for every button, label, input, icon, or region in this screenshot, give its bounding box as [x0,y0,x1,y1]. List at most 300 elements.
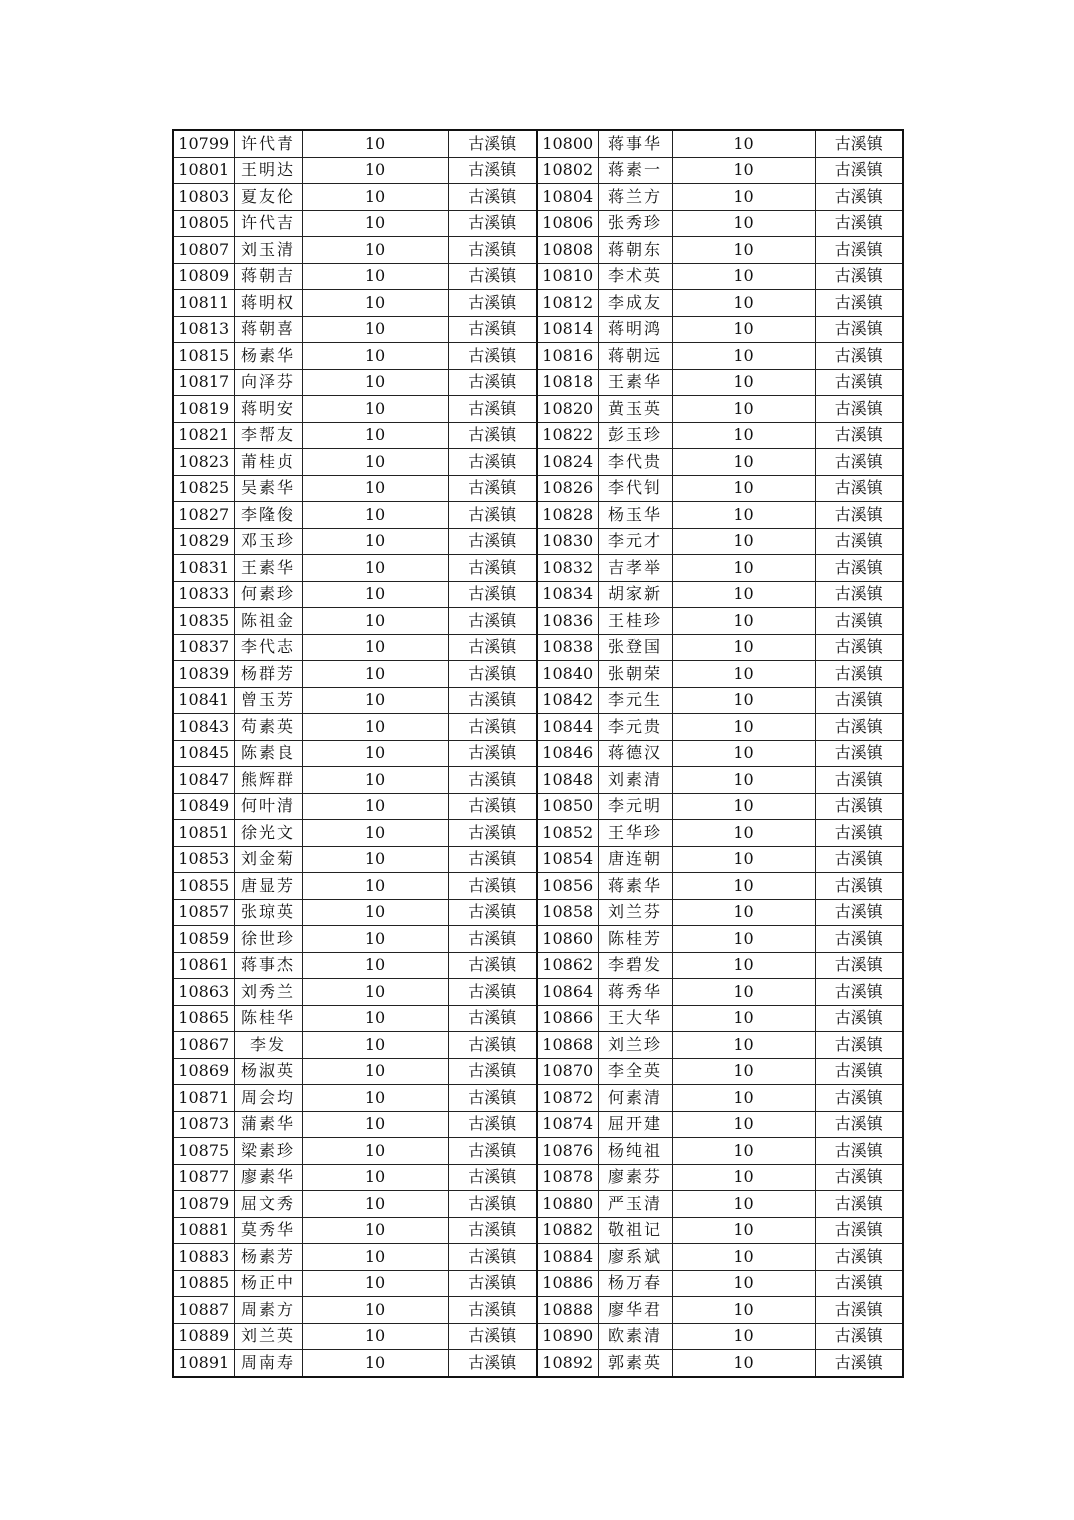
left-id-cell: 10823 [173,449,234,476]
table-row [173,1297,903,1324]
right-amount-cell: 10 [672,237,815,264]
right-name-cell: 蒋事华 [598,130,672,157]
right-id-cell: 10840 [537,661,598,688]
right-id-cell: 10884 [537,1244,598,1271]
right-amount-cell: 10 [672,343,815,370]
right-amount-cell: 10 [672,1191,815,1218]
right-id-cell: 10806 [537,210,598,237]
left-name-cell: 熊辉群 [234,767,302,794]
right-amount-cell: 10 [672,396,815,423]
right-town-cell: 古溪镇 [815,661,903,688]
table-row [173,846,903,873]
left-id-cell: 10807 [173,237,234,264]
left-amount-cell: 10 [302,1164,448,1191]
table-row [173,634,903,661]
right-id-cell: 10890 [537,1323,598,1350]
table-row [173,687,903,714]
left-name-cell: 梁素珍 [234,1138,302,1165]
left-town-cell: 古溪镇 [448,634,537,661]
right-name-cell: 王桂珍 [598,608,672,635]
left-amount-cell: 10 [302,661,448,688]
left-name-cell: 蒲素华 [234,1111,302,1138]
left-town-cell: 古溪镇 [448,1005,537,1032]
left-amount-cell: 10 [302,502,448,529]
left-name-cell: 陈桂华 [234,1005,302,1032]
right-id-cell: 10828 [537,502,598,529]
right-town-cell: 古溪镇 [815,555,903,582]
table-row [173,157,903,184]
left-id-cell: 10875 [173,1138,234,1165]
right-name-cell: 廖系斌 [598,1244,672,1271]
left-town-cell: 古溪镇 [448,1191,537,1218]
right-amount-cell: 10 [672,873,815,900]
left-town-cell: 古溪镇 [448,449,537,476]
right-id-cell: 10846 [537,740,598,767]
right-town-cell: 古溪镇 [815,714,903,741]
right-id-cell: 10848 [537,767,598,794]
roster-table [172,129,904,1378]
left-amount-cell: 10 [302,608,448,635]
right-name-cell: 蒋素一 [598,157,672,184]
right-town-cell: 古溪镇 [815,1005,903,1032]
table-row [173,263,903,290]
table-row [173,661,903,688]
left-town-cell: 古溪镇 [448,1350,537,1377]
table-row [173,581,903,608]
right-amount-cell: 10 [672,820,815,847]
table-row [173,1270,903,1297]
left-id-cell: 10841 [173,687,234,714]
left-town-cell: 古溪镇 [448,952,537,979]
right-id-cell: 10830 [537,528,598,555]
right-amount-cell: 10 [672,1032,815,1059]
right-id-cell: 10892 [537,1350,598,1377]
left-id-cell: 10831 [173,555,234,582]
left-name-cell: 李代志 [234,634,302,661]
left-id-cell: 10851 [173,820,234,847]
right-id-cell: 10824 [537,449,598,476]
right-town-cell: 古溪镇 [815,952,903,979]
right-id-cell: 10864 [537,979,598,1006]
table-row [173,555,903,582]
table-row [173,449,903,476]
left-name-cell: 陈祖金 [234,608,302,635]
right-amount-cell: 10 [672,210,815,237]
right-town-cell: 古溪镇 [815,1244,903,1271]
right-town-cell: 古溪镇 [815,528,903,555]
right-id-cell: 10860 [537,926,598,953]
right-name-cell: 王大华 [598,1005,672,1032]
right-id-cell: 10874 [537,1111,598,1138]
left-id-cell: 10863 [173,979,234,1006]
left-id-cell: 10819 [173,396,234,423]
left-name-cell: 蒋朝吉 [234,263,302,290]
right-id-cell: 10856 [537,873,598,900]
left-id-cell: 10873 [173,1111,234,1138]
left-town-cell: 古溪镇 [448,581,537,608]
left-amount-cell: 10 [302,475,448,502]
table-row [173,210,903,237]
right-amount-cell: 10 [672,1350,815,1377]
right-amount-cell: 10 [672,502,815,529]
left-id-cell: 10835 [173,608,234,635]
left-amount-cell: 10 [302,422,448,449]
left-name-cell: 莫秀华 [234,1217,302,1244]
right-town-cell: 古溪镇 [815,1297,903,1324]
left-amount-cell: 10 [302,687,448,714]
table-row [173,184,903,211]
right-town-cell: 古溪镇 [815,316,903,343]
table-row [173,1217,903,1244]
right-name-cell: 蒋素华 [598,873,672,900]
table-row [173,316,903,343]
right-amount-cell: 10 [672,1005,815,1032]
left-id-cell: 10879 [173,1191,234,1218]
right-id-cell: 10834 [537,581,598,608]
right-town-cell: 古溪镇 [815,210,903,237]
left-name-cell: 莆桂贞 [234,449,302,476]
left-id-cell: 10871 [173,1085,234,1112]
right-id-cell: 10804 [537,184,598,211]
right-town-cell: 古溪镇 [815,1350,903,1377]
right-name-cell: 李代钊 [598,475,672,502]
right-amount-cell: 10 [672,555,815,582]
left-town-cell: 古溪镇 [448,1032,537,1059]
left-town-cell: 古溪镇 [448,1244,537,1271]
left-town-cell: 古溪镇 [448,793,537,820]
right-name-cell: 郭素英 [598,1350,672,1377]
right-town-cell: 古溪镇 [815,767,903,794]
left-id-cell: 10855 [173,873,234,900]
table-row [173,793,903,820]
right-id-cell: 10880 [537,1191,598,1218]
right-name-cell: 李代贵 [598,449,672,476]
right-id-cell: 10868 [537,1032,598,1059]
right-id-cell: 10814 [537,316,598,343]
right-town-cell: 古溪镇 [815,1138,903,1165]
table-row [173,1085,903,1112]
right-name-cell: 李成友 [598,290,672,317]
right-amount-cell: 10 [672,1217,815,1244]
right-town-cell: 古溪镇 [815,1323,903,1350]
left-id-cell: 10839 [173,661,234,688]
left-name-cell: 刘秀兰 [234,979,302,1006]
left-amount-cell: 10 [302,1350,448,1377]
left-amount-cell: 10 [302,899,448,926]
right-id-cell: 10812 [537,290,598,317]
right-town-cell: 古溪镇 [815,343,903,370]
right-town-cell: 古溪镇 [815,184,903,211]
right-name-cell: 陈桂芳 [598,926,672,953]
left-id-cell: 10857 [173,899,234,926]
right-id-cell: 10850 [537,793,598,820]
left-amount-cell: 10 [302,263,448,290]
right-town-cell: 古溪镇 [815,1111,903,1138]
right-name-cell: 刘兰芬 [598,899,672,926]
left-name-cell: 周南寿 [234,1350,302,1377]
right-name-cell: 杨玉华 [598,502,672,529]
right-amount-cell: 10 [672,581,815,608]
right-town-cell: 古溪镇 [815,1085,903,1112]
right-name-cell: 敬祖记 [598,1217,672,1244]
right-id-cell: 10886 [537,1270,598,1297]
left-amount-cell: 10 [302,714,448,741]
right-name-cell: 蒋朝东 [598,237,672,264]
left-name-cell: 李帮友 [234,422,302,449]
right-name-cell: 蒋朝远 [598,343,672,370]
left-amount-cell: 10 [302,1058,448,1085]
left-town-cell: 古溪镇 [448,502,537,529]
right-town-cell: 古溪镇 [815,846,903,873]
right-amount-cell: 10 [672,528,815,555]
left-name-cell: 王明达 [234,157,302,184]
left-id-cell: 10891 [173,1350,234,1377]
right-name-cell: 欧素清 [598,1323,672,1350]
right-amount-cell: 10 [672,1323,815,1350]
right-name-cell: 黄玉英 [598,396,672,423]
right-id-cell: 10888 [537,1297,598,1324]
left-name-cell: 苟素英 [234,714,302,741]
right-town-cell: 古溪镇 [815,608,903,635]
left-town-cell: 古溪镇 [448,184,537,211]
left-town-cell: 古溪镇 [448,210,537,237]
left-id-cell: 10811 [173,290,234,317]
table-row [173,1164,903,1191]
left-id-cell: 10813 [173,316,234,343]
right-town-cell: 古溪镇 [815,422,903,449]
left-town-cell: 古溪镇 [448,820,537,847]
right-name-cell: 李术英 [598,263,672,290]
left-amount-cell: 10 [302,1111,448,1138]
right-amount-cell: 10 [672,687,815,714]
right-name-cell: 何素清 [598,1085,672,1112]
left-amount-cell: 10 [302,1323,448,1350]
right-id-cell: 10852 [537,820,598,847]
left-amount-cell: 10 [302,1244,448,1271]
left-name-cell: 周会均 [234,1085,302,1112]
left-amount-cell: 10 [302,369,448,396]
right-amount-cell: 10 [672,316,815,343]
left-amount-cell: 10 [302,740,448,767]
table-row [173,528,903,555]
left-id-cell: 10843 [173,714,234,741]
right-id-cell: 10870 [537,1058,598,1085]
left-name-cell: 陈素良 [234,740,302,767]
right-amount-cell: 10 [672,1111,815,1138]
right-amount-cell: 10 [672,369,815,396]
left-id-cell: 10803 [173,184,234,211]
right-amount-cell: 10 [672,979,815,1006]
right-town-cell: 古溪镇 [815,1191,903,1218]
left-amount-cell: 10 [302,820,448,847]
left-name-cell: 杨正中 [234,1270,302,1297]
table-row [173,979,903,1006]
right-amount-cell: 10 [672,714,815,741]
right-amount-cell: 10 [672,1164,815,1191]
right-id-cell: 10800 [537,130,598,157]
right-id-cell: 10844 [537,714,598,741]
table-row [173,130,903,157]
left-town-cell: 古溪镇 [448,873,537,900]
right-amount-cell: 10 [672,1058,815,1085]
left-amount-cell: 10 [302,634,448,661]
right-name-cell: 李元明 [598,793,672,820]
left-amount-cell: 10 [302,1138,448,1165]
right-id-cell: 10820 [537,396,598,423]
left-id-cell: 10877 [173,1164,234,1191]
right-name-cell: 王素华 [598,369,672,396]
left-name-cell: 屈文秀 [234,1191,302,1218]
left-amount-cell: 10 [302,343,448,370]
right-amount-cell: 10 [672,926,815,953]
right-id-cell: 10808 [537,237,598,264]
right-name-cell: 王华珍 [598,820,672,847]
right-amount-cell: 10 [672,608,815,635]
left-town-cell: 古溪镇 [448,422,537,449]
left-amount-cell: 10 [302,316,448,343]
left-id-cell: 10883 [173,1244,234,1271]
left-name-cell: 刘兰英 [234,1323,302,1350]
left-town-cell: 古溪镇 [448,1164,537,1191]
left-town-cell: 古溪镇 [448,475,537,502]
left-id-cell: 10801 [173,157,234,184]
left-amount-cell: 10 [302,130,448,157]
right-amount-cell: 10 [672,130,815,157]
left-amount-cell: 10 [302,396,448,423]
right-id-cell: 10838 [537,634,598,661]
right-name-cell: 刘兰珍 [598,1032,672,1059]
right-name-cell: 蒋兰方 [598,184,672,211]
left-town-cell: 古溪镇 [448,555,537,582]
table-row [173,422,903,449]
left-town-cell: 古溪镇 [448,290,537,317]
right-amount-cell: 10 [672,184,815,211]
left-name-cell: 杨素华 [234,343,302,370]
right-id-cell: 10816 [537,343,598,370]
right-amount-cell: 10 [672,846,815,873]
right-town-cell: 古溪镇 [815,634,903,661]
table-row [173,926,903,953]
right-town-cell: 古溪镇 [815,396,903,423]
left-name-cell: 蒋明权 [234,290,302,317]
left-town-cell: 古溪镇 [448,767,537,794]
left-name-cell: 李发 [234,1032,302,1059]
table-row [173,1058,903,1085]
right-id-cell: 10822 [537,422,598,449]
right-name-cell: 李碧发 [598,952,672,979]
right-amount-cell: 10 [672,767,815,794]
right-id-cell: 10826 [537,475,598,502]
left-town-cell: 古溪镇 [448,899,537,926]
table-row [173,767,903,794]
right-amount-cell: 10 [672,634,815,661]
right-town-cell: 古溪镇 [815,475,903,502]
table-row [173,396,903,423]
right-amount-cell: 10 [672,1270,815,1297]
right-amount-cell: 10 [672,1297,815,1324]
left-town-cell: 古溪镇 [448,343,537,370]
left-town-cell: 古溪镇 [448,396,537,423]
left-amount-cell: 10 [302,1005,448,1032]
left-name-cell: 曾玉芳 [234,687,302,714]
right-amount-cell: 10 [672,661,815,688]
left-name-cell: 徐光文 [234,820,302,847]
left-name-cell: 邓玉珍 [234,528,302,555]
left-town-cell: 古溪镇 [448,714,537,741]
right-id-cell: 10818 [537,369,598,396]
right-town-cell: 古溪镇 [815,130,903,157]
right-amount-cell: 10 [672,157,815,184]
left-amount-cell: 10 [302,581,448,608]
left-id-cell: 10847 [173,767,234,794]
left-name-cell: 杨群芳 [234,661,302,688]
left-name-cell: 何叶清 [234,793,302,820]
right-name-cell: 蒋德汉 [598,740,672,767]
right-amount-cell: 10 [672,1244,815,1271]
table-row [173,1138,903,1165]
left-amount-cell: 10 [302,793,448,820]
left-town-cell: 古溪镇 [448,1297,537,1324]
left-name-cell: 李隆俊 [234,502,302,529]
left-town-cell: 古溪镇 [448,740,537,767]
right-name-cell: 张秀珍 [598,210,672,237]
left-amount-cell: 10 [302,184,448,211]
table-row [173,873,903,900]
left-name-cell: 蒋朝喜 [234,316,302,343]
right-id-cell: 10882 [537,1217,598,1244]
table-row [173,952,903,979]
table-row [173,475,903,502]
right-amount-cell: 10 [672,740,815,767]
right-town-cell: 古溪镇 [815,290,903,317]
right-id-cell: 10802 [537,157,598,184]
left-town-cell: 古溪镇 [448,846,537,873]
left-town-cell: 古溪镇 [448,316,537,343]
left-id-cell: 10809 [173,263,234,290]
right-town-cell: 古溪镇 [815,1058,903,1085]
right-name-cell: 严玉清 [598,1191,672,1218]
right-name-cell: 杨纯祖 [598,1138,672,1165]
left-amount-cell: 10 [302,767,448,794]
left-town-cell: 古溪镇 [448,1058,537,1085]
right-amount-cell: 10 [672,290,815,317]
right-name-cell: 杨万春 [598,1270,672,1297]
right-town-cell: 古溪镇 [815,449,903,476]
right-id-cell: 10866 [537,1005,598,1032]
left-name-cell: 杨素芳 [234,1244,302,1271]
right-amount-cell: 10 [672,899,815,926]
left-id-cell: 10869 [173,1058,234,1085]
table-row [173,714,903,741]
left-town-cell: 古溪镇 [448,157,537,184]
right-id-cell: 10862 [537,952,598,979]
right-amount-cell: 10 [672,475,815,502]
table-row [173,608,903,635]
table-row [173,1111,903,1138]
right-amount-cell: 10 [672,793,815,820]
left-name-cell: 杨淑英 [234,1058,302,1085]
left-name-cell: 蒋事杰 [234,952,302,979]
right-name-cell: 廖华君 [598,1297,672,1324]
table-row [173,369,903,396]
left-town-cell: 古溪镇 [448,1217,537,1244]
table-row [173,1005,903,1032]
left-id-cell: 10827 [173,502,234,529]
left-amount-cell: 10 [302,1191,448,1218]
right-name-cell: 蒋明鸿 [598,316,672,343]
right-town-cell: 古溪镇 [815,581,903,608]
left-town-cell: 古溪镇 [448,369,537,396]
